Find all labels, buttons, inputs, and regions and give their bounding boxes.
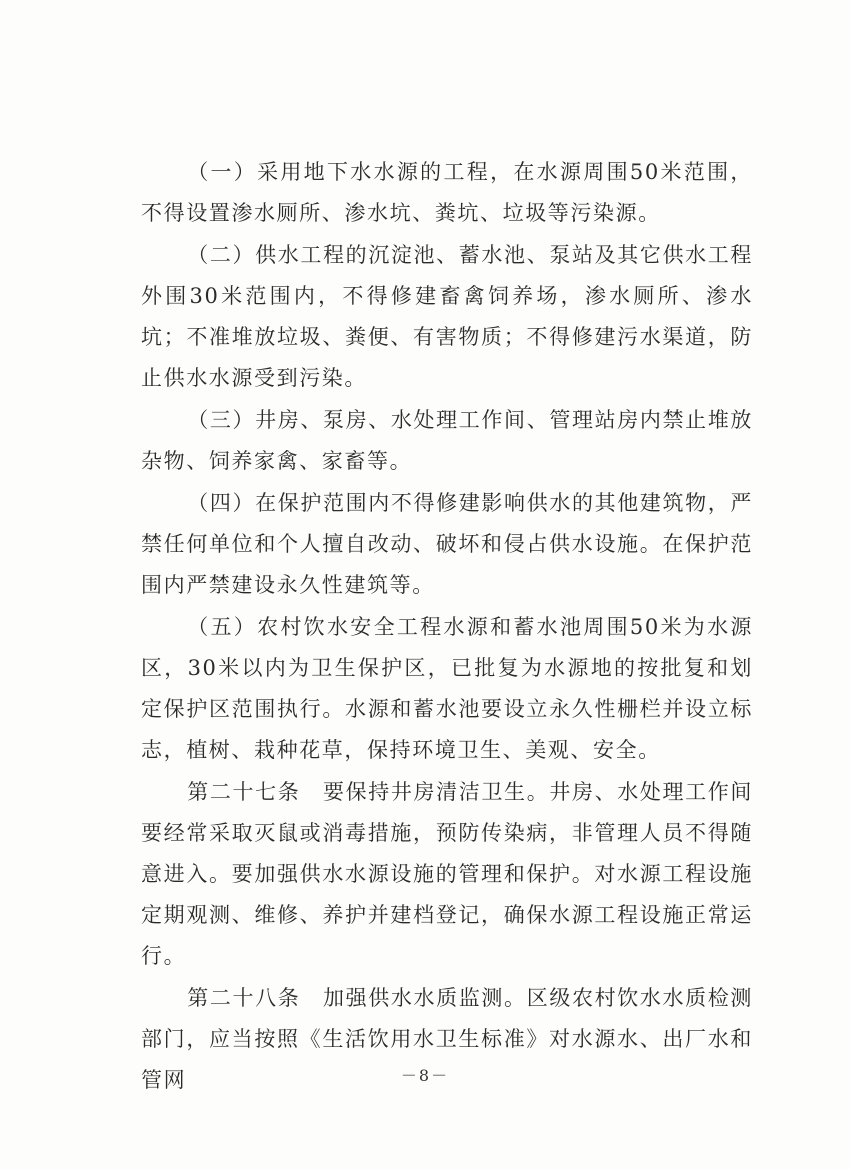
- clause-4-paragraph: （四）在保护范围内不得修建影响供水的其他建筑物，严禁任何单位和个人擅自改动、破坏和侵占供水设施。在保护范围内严禁建设永久性建筑等。: [141, 491, 753, 597]
- clause-1-paragraph: （一）采用地下水水源的工程，在水源周围50米范围，不得设置渗水厕所、渗水坑、粪坑、垃圾等污染源。: [141, 160, 753, 225]
- clause-5-paragraph: （五）农村饮水安全工程水源和蓄水池周围50米为水源区，30米以内为卫生保护区，已批复为水源地的按批复和划定保护区范围执行。水源和蓄水池要设立永久性栅栏并设立标志，植树、栽种花草，保持环境卫生、美观、安全。: [141, 615, 753, 762]
- article-28-paragraph: 第二十八条 加强供水水质监测。区级农村饮水水质检测部门，应当按照《生活饮用水卫生标准》对水源水、出厂水和管网: [141, 986, 753, 1092]
- clause-3-paragraph: （三）井房、泵房、水处理工作间、管理站房内禁止堆放杂物、饲养家禽、家畜等。: [141, 408, 753, 473]
- clause-2-paragraph: （二）供水工程的沉淀池、蓄水池、泵站及其它供水工程外围30米范围内，不得修建畜禽饲养场，渗水厕所、渗水坑；不准堆放垃圾、粪便、有害物质；不得修建污水渠道，防止供水水源受到污染。: [141, 243, 753, 390]
- body-text: [141, 152, 753, 1101]
- article-27-paragraph: 第二十七条 要保持井房清洁卫生。井房、水处理工作间要经常采取灭鼠或消毒措施，预防传染病，非管理人员不得随意进入。要加强供水水源设施的管理和保护。对水源工程设施定期观测、维修、养护并建档登记，确保水源工程设施正常运行。: [141, 780, 753, 968]
- page-number: －8－: [400, 1066, 450, 1085]
